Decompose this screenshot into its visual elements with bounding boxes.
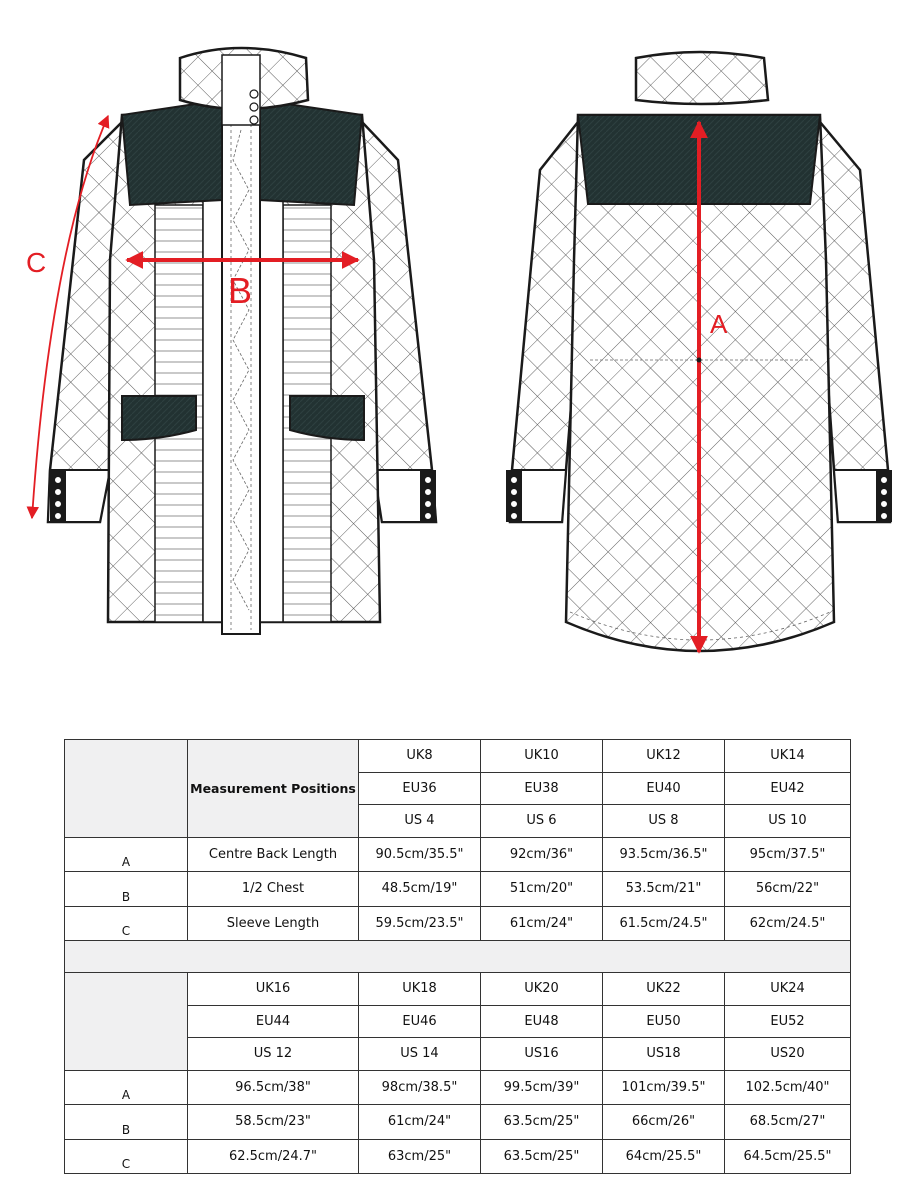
table-cell: 102.5cm/40" [725, 1070, 851, 1105]
spacer-cell [65, 941, 851, 973]
table-cell: 95cm/37.5" [725, 837, 851, 872]
front-yoke [122, 100, 222, 205]
table-cell: 96.5cm/38" [188, 1070, 359, 1105]
coat-back-view [506, 52, 892, 652]
table-cell: 63.5cm/25" [481, 1105, 603, 1140]
table-cell: 56cm/22" [725, 872, 851, 907]
label-a: A [710, 309, 728, 339]
size-header: EU36 [359, 772, 481, 805]
size-header: EU42 [725, 772, 851, 805]
size-header: UK12 [603, 740, 725, 773]
size-header: US 14 [359, 1038, 481, 1071]
size-header: UK16 [188, 973, 359, 1006]
table-row [65, 1139, 851, 1174]
size-header: EU48 [481, 1005, 603, 1038]
front-left-pocket [122, 396, 196, 440]
table-cell: 99.5cm/39" [481, 1070, 603, 1105]
table-row [65, 1105, 851, 1140]
size-header: EU44 [188, 1005, 359, 1038]
label-b: B [228, 270, 253, 311]
table-cell: 93.5cm/36.5" [603, 837, 725, 872]
measurement-name: Centre Back Length [188, 837, 359, 872]
table-cell: 48.5cm/19" [359, 872, 481, 907]
size-header: US 8 [603, 805, 725, 838]
measurement-positions-header: Measurement Positions [188, 740, 359, 838]
size-header: UK18 [359, 973, 481, 1006]
table-cell: 58.5cm/23" [188, 1105, 359, 1140]
size-row-uk [65, 973, 851, 1006]
table-cell: 62.5cm/24.7" [188, 1139, 359, 1174]
corner-cell [65, 740, 188, 838]
size-header: US20 [725, 1038, 851, 1071]
table-cell: 64cm/25.5" [603, 1139, 725, 1174]
table-cell: 64.5cm/25.5" [725, 1139, 851, 1174]
size-header: EU52 [725, 1005, 851, 1038]
size-header: UK8 [359, 740, 481, 773]
table-cell: 66cm/26" [603, 1105, 725, 1140]
position-letter: A [65, 1070, 188, 1105]
table-cell: 90.5cm/35.5" [359, 837, 481, 872]
measurement-name: 1/2 Chest [188, 872, 359, 907]
table-cell: 92cm/36" [481, 837, 603, 872]
table-cell: 61.5cm/24.5" [603, 906, 725, 941]
table-row [65, 906, 851, 941]
table-row [65, 837, 851, 872]
size-header: UK14 [725, 740, 851, 773]
table-cell: 61cm/24" [481, 906, 603, 941]
table-spacer-row [65, 941, 851, 973]
position-letter: B [65, 872, 188, 907]
size-header: US16 [481, 1038, 603, 1071]
position-letter: B [65, 1105, 188, 1140]
table-cell: 51cm/20" [481, 872, 603, 907]
position-letter: C [65, 906, 188, 941]
size-header: UK20 [481, 973, 603, 1006]
front-right-pocket [290, 396, 364, 440]
position-letter: A [65, 837, 188, 872]
size-header: EU50 [603, 1005, 725, 1038]
size-header: US18 [603, 1038, 725, 1071]
label-c: C [26, 247, 47, 278]
table-cell: 61cm/24" [359, 1105, 481, 1140]
back-collar [636, 52, 768, 104]
coat-front-view [26, 48, 436, 634]
table-cell: 68.5cm/27" [725, 1105, 851, 1140]
size-chart-table [64, 739, 851, 1174]
table-row [65, 1070, 851, 1105]
size-header: US 4 [359, 805, 481, 838]
size-header: EU40 [603, 772, 725, 805]
position-letter: C [65, 1139, 188, 1174]
size-header: UK10 [481, 740, 603, 773]
measurement-name: Sleeve Length [188, 906, 359, 941]
size-header: UK22 [603, 973, 725, 1006]
size-header: EU46 [359, 1005, 481, 1038]
size-header: US 12 [188, 1038, 359, 1071]
table-cell: 98cm/38.5" [359, 1070, 481, 1105]
table-cell: 53.5cm/21" [603, 872, 725, 907]
table-cell: 63cm/25" [359, 1139, 481, 1174]
size-row-uk [65, 740, 851, 773]
table-row [65, 872, 851, 907]
table-cell: 63.5cm/25" [481, 1139, 603, 1174]
corner-cell [65, 973, 188, 1071]
table-cell: 101cm/39.5" [603, 1070, 725, 1105]
size-header: US 6 [481, 805, 603, 838]
size-header: EU38 [481, 772, 603, 805]
table-cell: 59.5cm/23.5" [359, 906, 481, 941]
size-header: US 10 [725, 805, 851, 838]
table-cell: 62cm/24.5" [725, 906, 851, 941]
size-header: UK24 [725, 973, 851, 1006]
